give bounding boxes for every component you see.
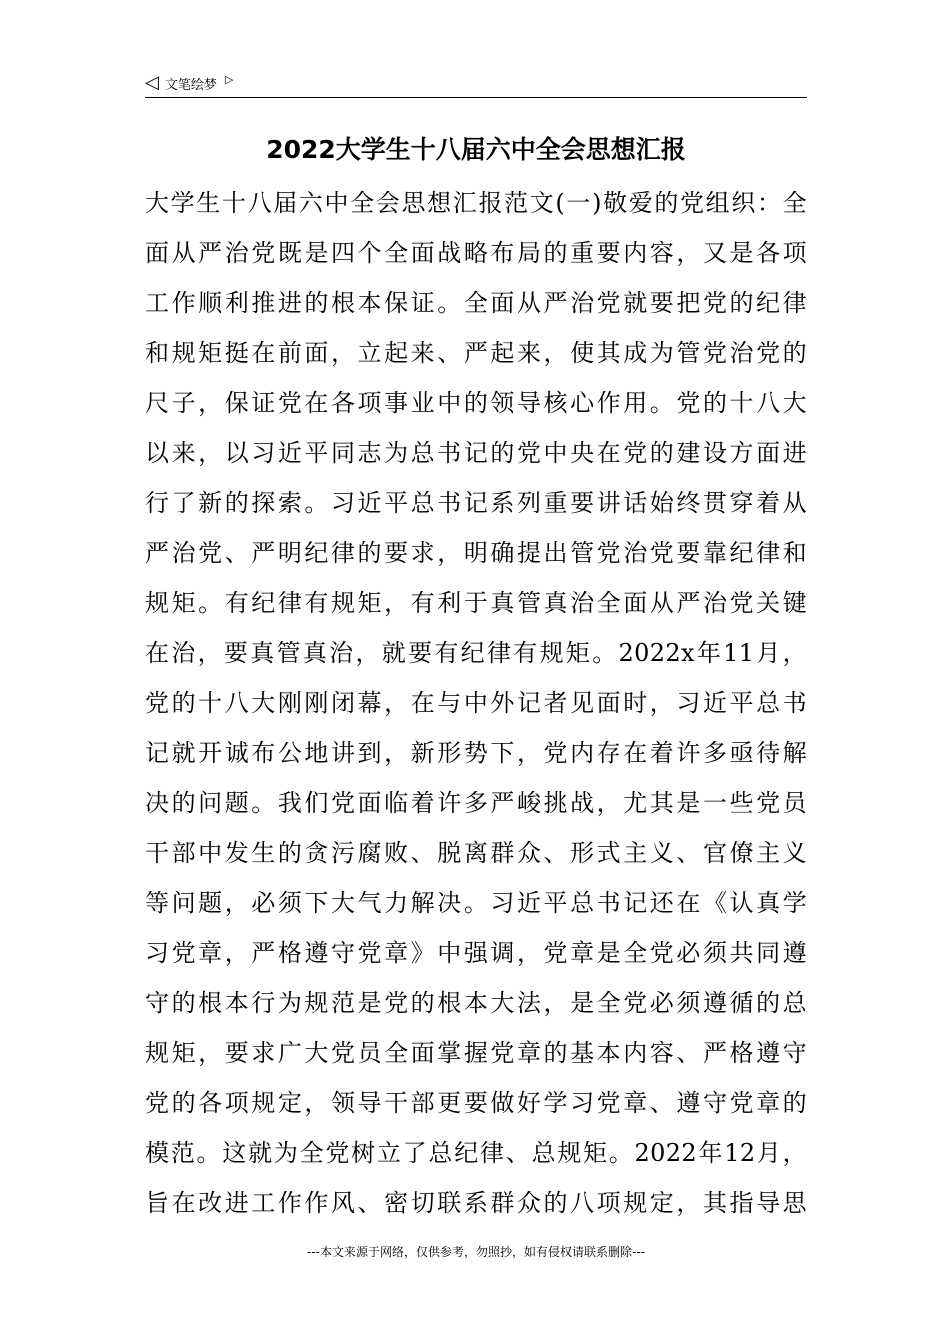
triangle-left-icon: ◁ — [145, 72, 159, 93]
body-line: 和规矩挺在前面，立起来、严起来，使其成为管党治党的 — [145, 339, 807, 367]
body-line: 党的各项规定，领导干部更要做好学习党章、遵守党章的 — [145, 1089, 807, 1117]
body-line: 严治党、严明纪律的要求，明确提出管党治党要靠纪律和 — [145, 539, 807, 567]
body-line: 以来，以习近平同志为总书记的党中央在党的建设方面进 — [145, 439, 807, 467]
body-line: 党的十八大刚刚闭幕，在与中外记者见面时，习近平总书 — [145, 689, 807, 717]
body-line: 干部中发生的贪污腐败、脱离群众、形式主义、官僚主义 — [145, 839, 807, 867]
page-header — [145, 70, 807, 96]
body-line: 行了新的探索。习近平总书记系列重要讲话始终贯穿着从 — [145, 489, 807, 517]
document-body — [145, 178, 807, 1228]
header-divider — [145, 97, 807, 98]
document-title: 2022大学生十八届六中全会思想汇报 — [266, 135, 686, 164]
body-line: 记就开诚布公地讲到，新形势下，党内存在着许多亟待解 — [145, 739, 807, 767]
header-label: 文笔绘梦 — [164, 77, 217, 93]
body-line: 等问题，必须下大气力解决。习近平总书记还在《认真学 — [145, 889, 807, 917]
body-line: 面从严治党既是四个全面战略布局的重要内容，又是各项 — [145, 239, 807, 267]
body-line: 在治，要真管真治，就要有纪律有规矩。2022x年11月， — [145, 639, 807, 667]
body-line: 工作顺利推进的根本保证。全面从严治党就要把党的纪律 — [145, 289, 807, 317]
body-line: 尺子，保证党在各项事业中的领导核心作用。党的十八大 — [145, 389, 807, 417]
body-line: 守的根本行为规范是党的根本大法，是全党必须遵循的总 — [145, 989, 807, 1017]
body-line: 习党章，严格遵守党章》中强调，党章是全党必须共同遵 — [145, 939, 807, 967]
body-line: 旨在改进工作作风、密切联系群众的八项规定，其指导思 — [145, 1189, 807, 1217]
triangle-right-icon: ▷ — [224, 72, 234, 86]
body-line: 大学生十八届六中全会思想汇报范文(一)敬爱的党组织：全 — [145, 189, 807, 217]
body-line: 规矩。有纪律有规矩，有利于真管真治全面从严治党关键 — [145, 589, 807, 617]
body-line: 模范。这就为全党树立了总纪律、总规矩。2022年12月， — [145, 1139, 807, 1167]
footer-notice: ---本文来源于网络，仅供参考，勿照抄，如有侵权请联系删除--- — [307, 1245, 645, 1259]
body-line: 决的问题。我们党面临着许多严峻挑战，尤其是一些党员 — [145, 789, 807, 817]
body-line: 规矩，要求广大党员全面掌握党章的基本内容、严格遵守 — [145, 1039, 807, 1067]
